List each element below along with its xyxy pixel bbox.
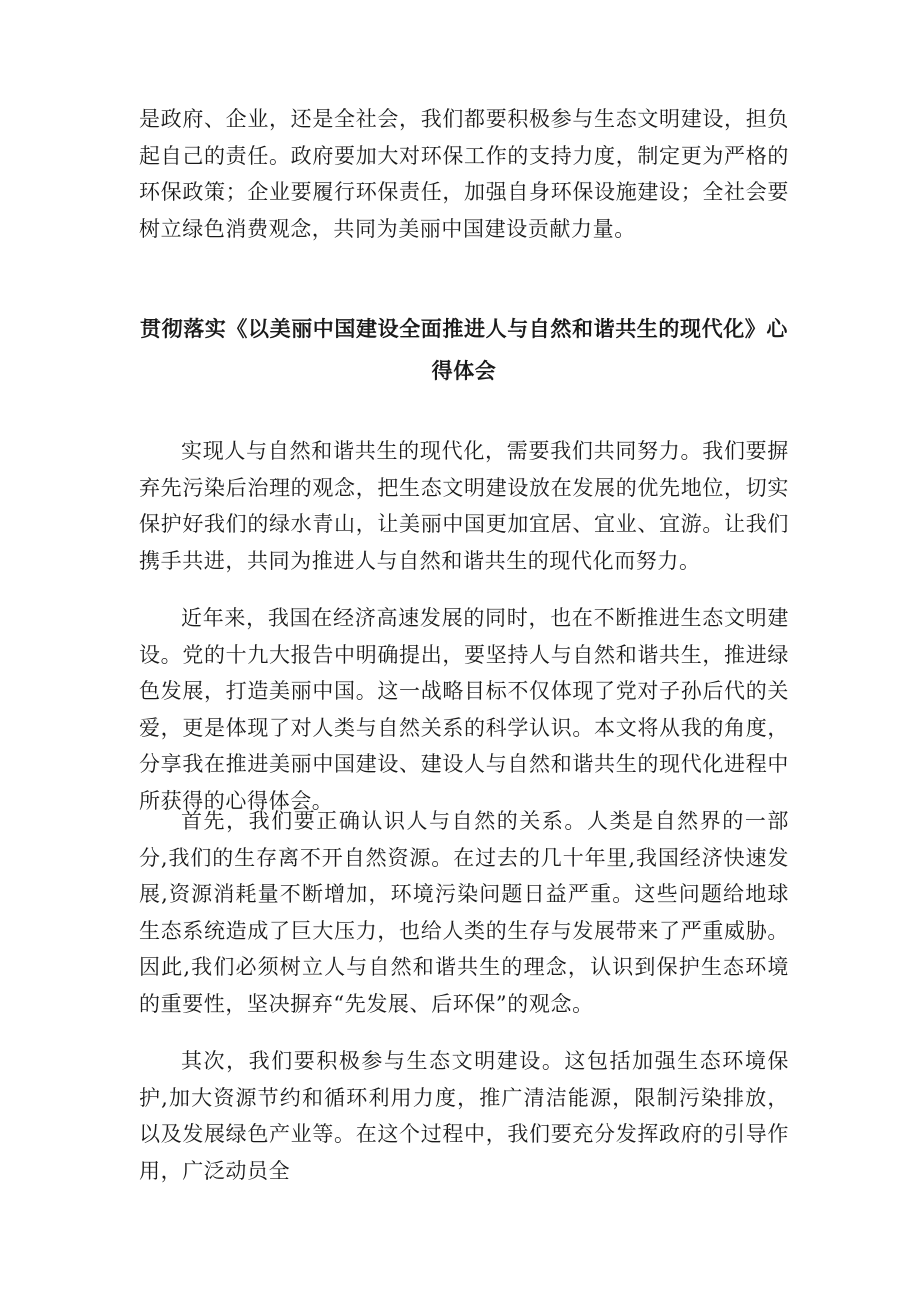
title-line-1: 贯彻落实《以美丽中国建设全面推进人与自然和谐共生的现代化》心 bbox=[140, 316, 788, 341]
title-line-2: 得体会 bbox=[431, 358, 497, 383]
paragraph-first-point: 首先，我们要正确认识人与自然的关系。人类是自然界的一部分,我们的生存离不开自然资源。在过去的几十年里,我国经济快速发展,资源消耗量不断增加，环境污染问题日益严重。这些问题给地球生态系统造成了巨大压力，也给人类的生存与发展带来了严重威胁。因此,我们必须树立人与自然和谐共生的理念，认识到保护生态环境的重要性，坚决摒弃“先发展、后环保”的观念。 bbox=[139, 809, 789, 1016]
paragraph-continued: 是政府、企业，还是全社会，我们都要积极参与生态文明建设，担负起自己的责任。政府要加大对环保工作的支持力度，制定更为严格的环保政策；企业要履行环保责任，加强自身环保设施建设；全社会要树立绿色消费观念，共同为美丽中国建设贡献力量。 bbox=[139, 107, 789, 241]
paragraph-intro: 实现人与自然和谐共生的现代化，需要我们共同努力。我们要摒弃先污染后治理的观念，把生态文明建设放在发展的优先地位，切实保护好我们的绿水青山，让美丽中国更加宜居、宜业、宜游。让我们携手共进，共同为推进人与自然和谐共生的现代化而努力。 bbox=[139, 439, 789, 573]
paragraph-second-point: 其次，我们要积极参与生态文明建设。这包括加强生态环境保护,加大资源节约和循环利用力度，推广清洁能源，限制污染排放，以及发展绿色产业等。在这个过程中，我们要充分发挥政府的引导作用，广泛动员全 bbox=[139, 1049, 789, 1183]
paragraph-background: 近年来，我国在经济高速发展的同时，也在不断推进生态文明建设。党的十九大报告中明确提出，要坚持人与自然和谐共生，推进绿色发展，打造美丽中国。这一战略目标不仅体现了党对子孙后代的关爱，更是体现了对人类与自然关系的科学认识。本文将从我的角度，分享我在推进美丽中国建设、建设人与自然和谐共生的现代化进程中所获得的心得体会。 bbox=[139, 606, 789, 813]
